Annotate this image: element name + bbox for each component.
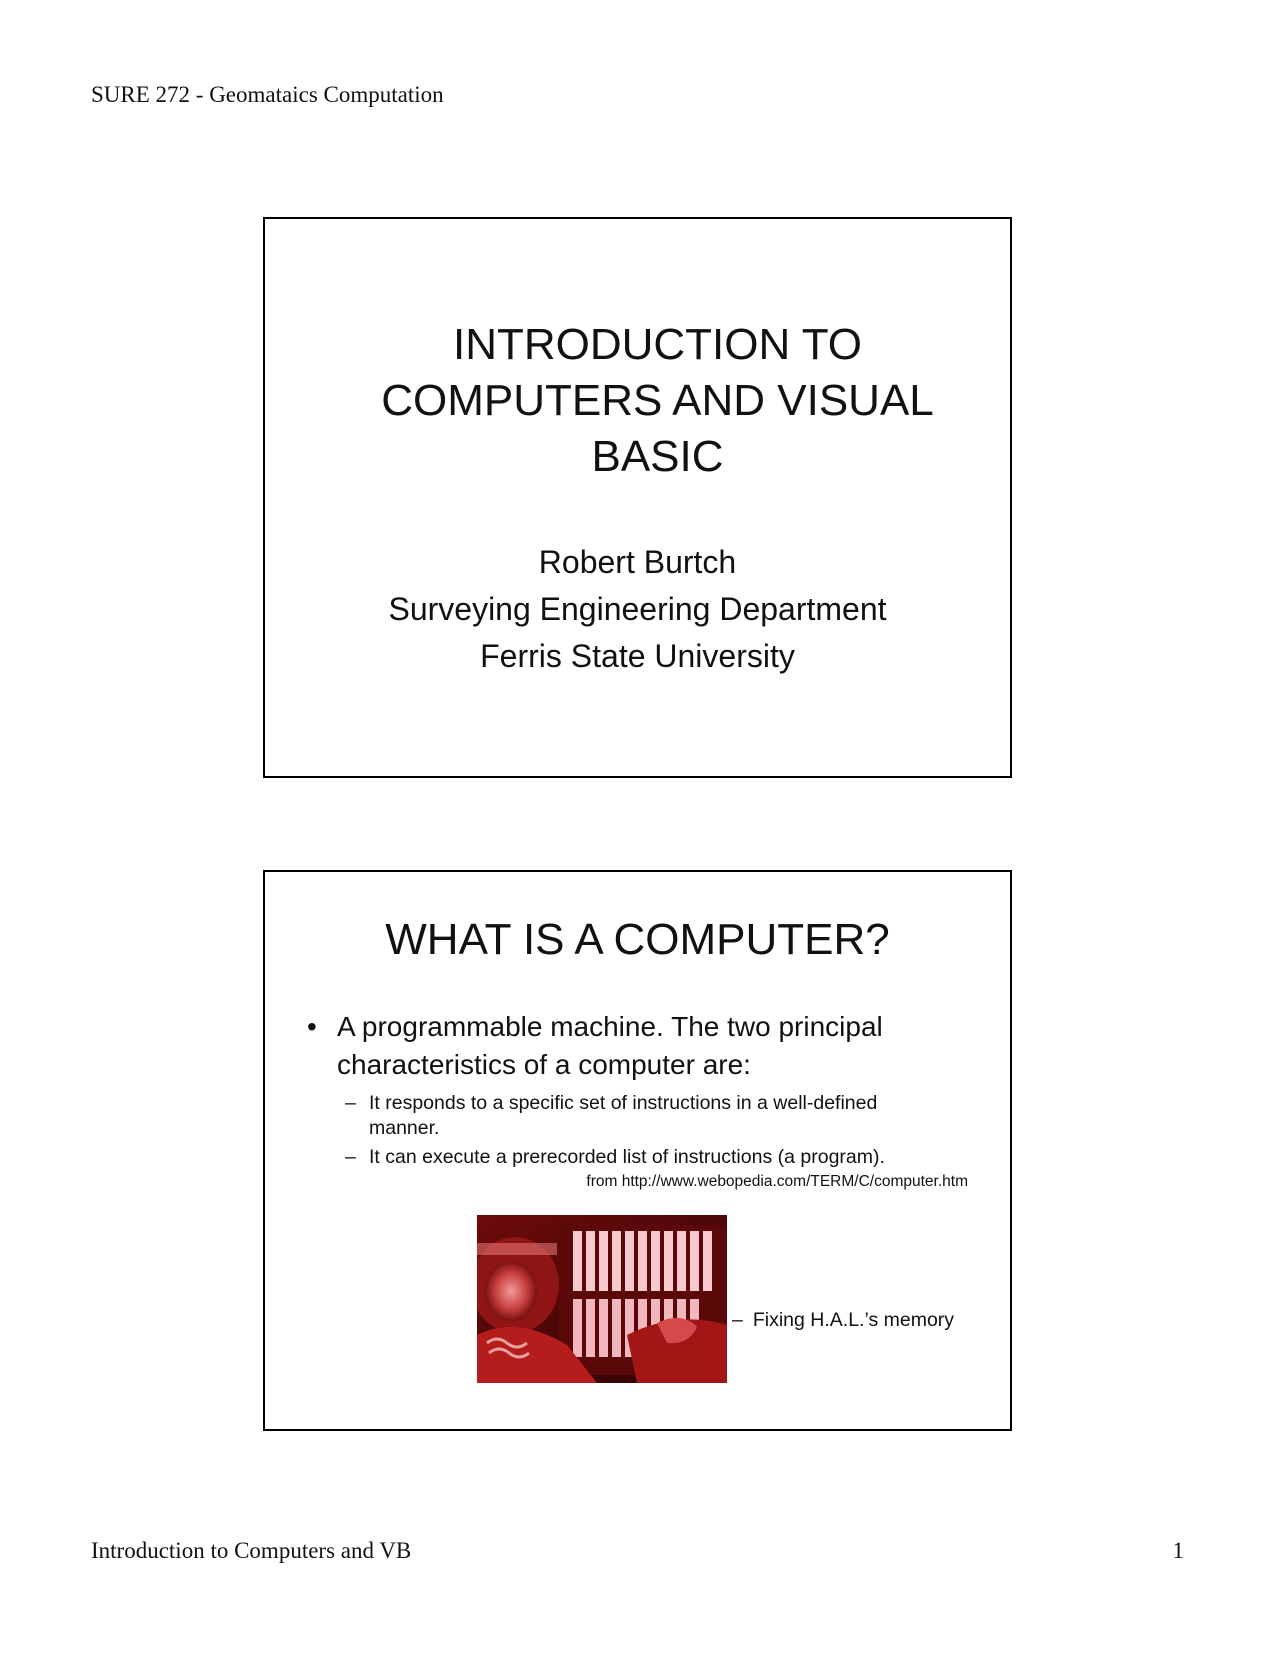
slide-heading: WHAT IS A COMPUTER? (385, 915, 890, 964)
bullet-item (307, 1008, 947, 1084)
sub-item-text: It can execute a prerecorded list of instructions (a program). (369, 1146, 885, 1168)
caption-text: Fixing H.A.L.’s memory (752, 1309, 955, 1331)
title-line: BASIC (591, 432, 724, 481)
page-header: SURE 272 - Geomataics Computation (91, 82, 444, 107)
bullet-text: A programmable machine. The two principal characteristics of a computer are: (337, 1011, 883, 1080)
author-university: Ferris State University (480, 638, 795, 674)
slide-title (263, 217, 1012, 778)
photo-caption (732, 1309, 954, 1332)
author-department: Surveying Engineering Department (388, 591, 887, 627)
page-number: 1 (1172, 1538, 1184, 1563)
source-citation: from http://www.webopedia.com/TERM/C/computer.htm (586, 1173, 968, 1190)
author-name: Robert Burtch (538, 544, 737, 580)
presentation-title (325, 317, 990, 485)
author-block (265, 539, 1010, 680)
page-footer: Introduction to Computers and VB (91, 1538, 412, 1563)
title-line: COMPUTERS AND VISUAL (381, 376, 934, 425)
sub-item (345, 1091, 935, 1141)
title-line: INTRODUCTION TO (452, 320, 863, 369)
astronaut-hal-memory-photo (477, 1215, 727, 1383)
bullet-dot: • (307, 1011, 317, 1042)
sub-dash: – (345, 1146, 356, 1168)
caption-dash: – (732, 1309, 743, 1331)
sub-dash: – (345, 1092, 356, 1114)
slide-what-is-computer (263, 870, 1012, 1431)
sub-item (345, 1145, 935, 1170)
sub-item-text: It responds to a specific set of instructions in a well-defined manner. (369, 1092, 878, 1139)
